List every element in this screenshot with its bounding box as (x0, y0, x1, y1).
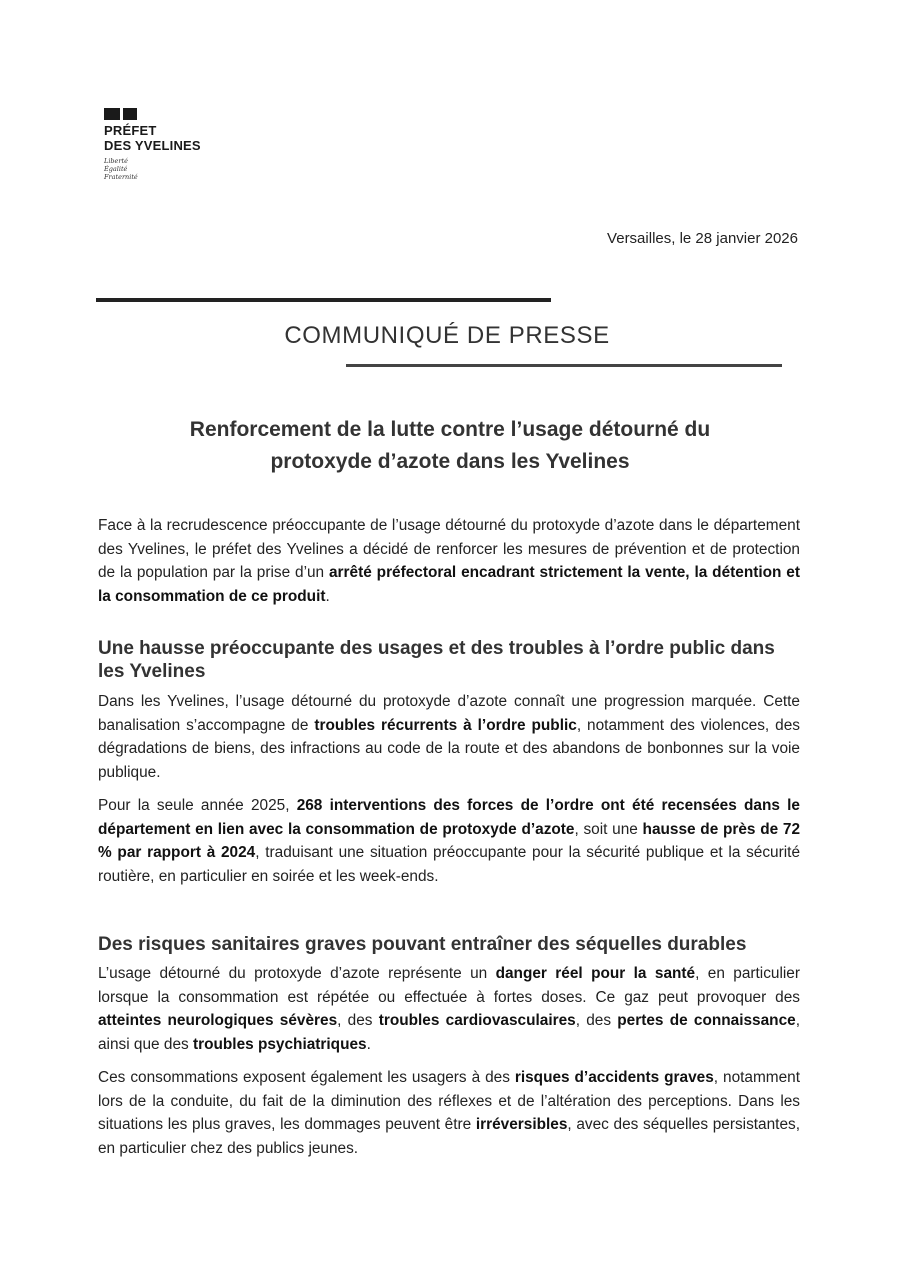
logo-title-line1: PRÉFET (104, 123, 157, 138)
motto-egalite: Égalité (104, 165, 128, 173)
motto-fraternite: Fraternité (104, 173, 138, 181)
bottom-divider (346, 364, 782, 367)
section2-paragraph-2: Ces consommations exposent également les usagers à des risques d’accidents graves, notamment lors de la conduite, du fait de la diminution des réflexes et de l’altération des perceptions. Dans les situations les plus graves, les dommages peuvent être irréversibles, avec des séquelles persistantes, en particulier chez des publics jeunes. (98, 1069, 801, 1157)
republic-motto (104, 157, 201, 181)
motto-liberte: Liberté (104, 157, 128, 165)
section1-paragraph-2: Pour la seule année 2025, 268 interventions des forces de l’ordre ont été recensées dans le département en lien avec la consommation de protoxyde d’azote, soit une hausse de près de 72 % par rapport à 2024, traduisant une situation préoccupante pour la sécurité publique et la sécurité routière, en particulier en soirée et les week-ends. (98, 797, 801, 885)
section1-paragraph-1: Dans les Yvelines, l’usage détourné du protoxyde d’azote connaît une progression marquée. Cette banalisation s’accompagne de troubles récurrents à l’ordre public, notamment des violences, des dégradations de biens, des infractions au code de la route et des abandons de bonbonnes sur la voie publique. (98, 693, 800, 781)
prefecture-logo (104, 108, 201, 181)
dateline: Versailles, le 28 janvier 2026 (607, 230, 798, 247)
intro-paragraph: Face à la recrudescence préoccupante de l’usage détourné du protoxyde d’azote dans le département des Yvelines, le préfet des Yvelines a décidé de renforcer les mesures de prévention et de protection de la population par la prise d’un arrêté préfectoral encadrant strictement la vente, la détention et la consommation de ce produit. (98, 517, 800, 605)
press-release-title (100, 414, 800, 478)
section2-paragraph-1: L’usage détourné du protoxyde d’azote représente un danger réel pour la santé, en particulier lorsque la consommation est répétée ou effectuée à fortes doses. Ce gaz peut provoquer des atteintes neurologiques sévères, des troubles cardiovasculaires, des pertes de connaissance, ainsi que des troubles psychiatriques. (98, 965, 800, 1053)
section-heading-public-order: Une hausse préoccupante des usages et des troubles à l’ordre public dans les Yvelines (98, 638, 775, 682)
title-line-2: protoxyde d’azote dans les Yvelines (270, 450, 630, 473)
title-line-1: Renforcement de la lutte contre l’usage détourné du (189, 418, 711, 441)
top-divider (96, 298, 551, 302)
document-type-title: COMMUNIQUÉ DE PRESSE (284, 322, 610, 349)
section-heading-health-risks: Des risques sanitaires graves pouvant entraîner des séquelles durables (98, 934, 747, 955)
logo-title-line2: DES YVELINES (104, 138, 201, 153)
marianne-logo-icon (104, 108, 201, 120)
